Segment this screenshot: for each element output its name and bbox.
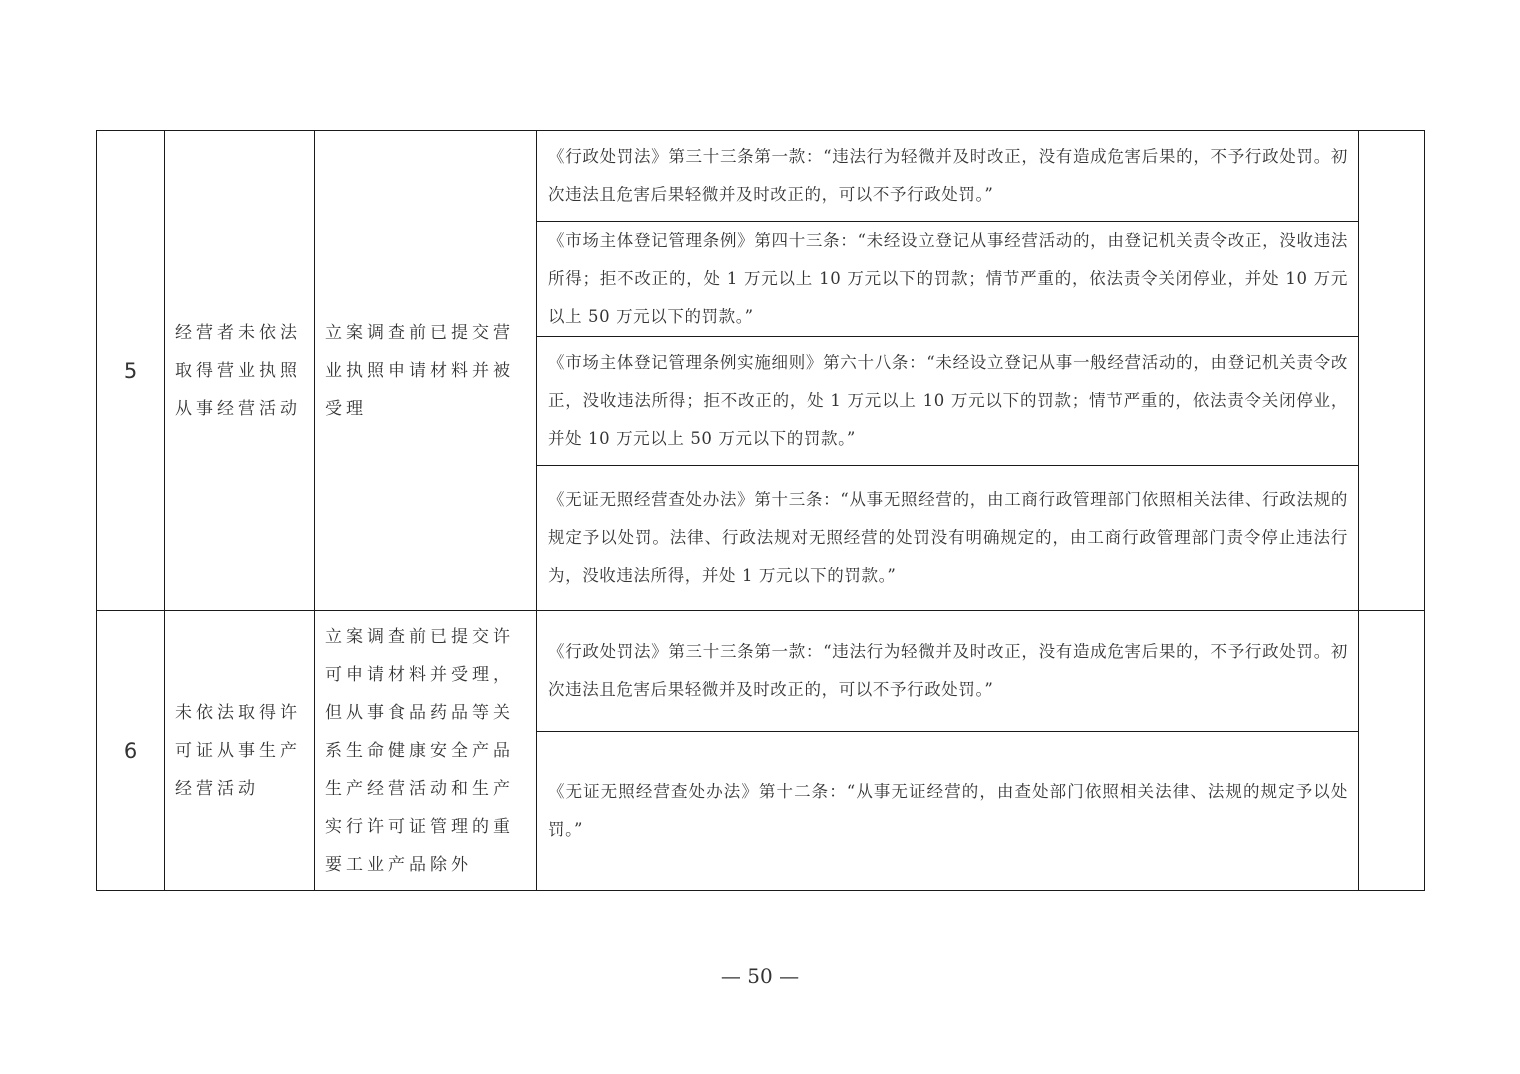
legal-basis: 《行政处罚法》第三十三条第一款：“违法行为轻微并及时改正，没有造成危害后果的，不予行政处罚。初次违法且危害后果轻微并及时改正的，可以不予行政处罚。” — [537, 131, 1359, 222]
row-number: 5 — [97, 131, 165, 611]
exemption-condition: 立案调查前已提交营业执照申请材料并被受理 — [315, 131, 537, 611]
violation-act: 未依法取得许可证从事生产经营活动 — [165, 611, 315, 891]
legal-basis: 《无证无照经营查处办法》第十二条：“从事无证经营的，由查处部门依照相关法律、法规的规定予以处罚。” — [537, 732, 1359, 891]
legal-basis: 《市场主体登记管理条例实施细则》第六十八条：“未经设立登记从事一般经营活动的，由登记机关责令改正，没收违法所得；拒不改正的，处 1 万元以上 10 万元以下的罚款；情节严重的，依法责令关闭停业，并处 10 万元以上 50 万元以下的罚款。” — [537, 337, 1359, 466]
legal-basis: 《市场主体登记管理条例》第四十三条：“未经设立登记从事经营活动的，由登记机关责令改正，没收违法所得；拒不改正的，处 1 万元以上 10 万元以下的罚款；情节严重的，依法责令关闭停业，并处 10 万元以上 50 万元以下的罚款。” — [537, 222, 1359, 337]
exemption-condition: 立案调查前已提交许可申请材料并受理，但从事食品药品等关系生命健康安全产品生产经营活动和生产实行许可证管理的重要工业产品除外 — [315, 611, 537, 891]
row-number: 6 — [97, 611, 165, 891]
legal-basis: 《行政处罚法》第三十三条第一款：“违法行为轻微并及时改正，没有造成危害后果的，不予行政处罚。初次违法且危害后果轻微并及时改正的，可以不予行政处罚。” — [537, 611, 1359, 732]
remarks-cell — [1359, 131, 1425, 611]
legal-basis: 《无证无照经营查处办法》第十三条：“从事无照经营的，由工商行政管理部门依照相关法律、行政法规的规定予以处罚。法律、行政法规对无照经营的处罚没有明确规定的，由工商行政管理部门责令停止违法行为，没收违法所得，并处 1 万元以下的罚款。” — [537, 466, 1359, 611]
table-row — [97, 611, 1425, 732]
table-row — [97, 131, 1425, 222]
remarks-cell — [1359, 611, 1425, 891]
penalty-exemption-table — [96, 130, 1425, 891]
page-number: — 50 — — [720, 964, 800, 988]
violation-act: 经营者未依法取得营业执照从事经营活动 — [165, 131, 315, 611]
